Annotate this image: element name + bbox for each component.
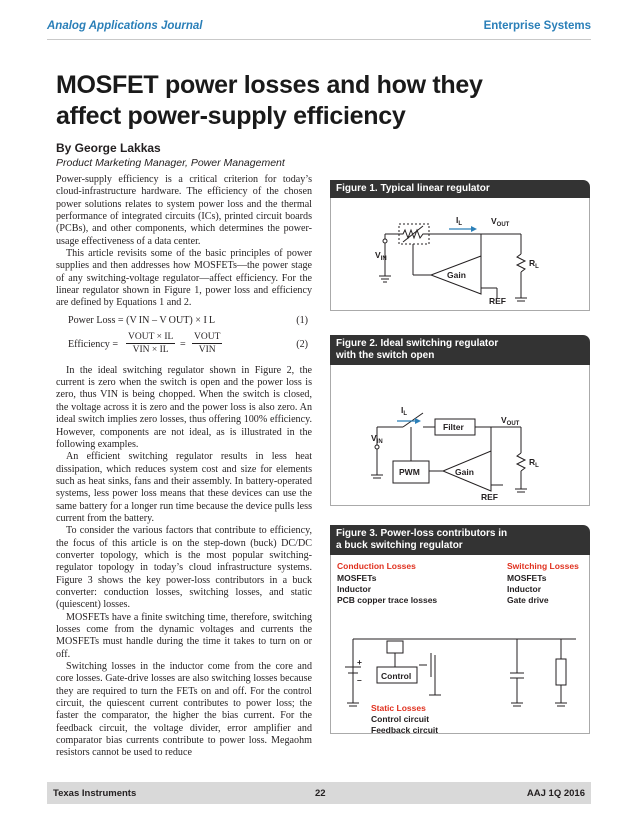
equation-1-number: (1) <box>296 314 308 326</box>
fig2-pwm-label: PWM <box>399 467 420 477</box>
fig1-vin-label: $V_{IN}$ <box>375 250 387 262</box>
author-name: By George Lakkas <box>56 141 161 155</box>
fig2-rl-label: $R_L$ <box>529 457 539 469</box>
fraction-2-numerator: VOUT <box>194 331 221 342</box>
section-name: Enterprise Systems <box>483 20 591 32</box>
fig1-vout-label: $V_{OUT}$ <box>491 216 510 228</box>
equation-2-fraction-1 <box>126 331 175 356</box>
fig1-rl-label: $R_L$ <box>529 258 539 270</box>
figure-2-caption-line-1: Figure 2. Ideal switching regulator <box>336 338 499 349</box>
control-label: Control <box>381 671 412 681</box>
figure-2 <box>330 335 590 506</box>
conduction-losses-title: Conduction Losses <box>337 561 416 571</box>
figure-1 <box>330 180 590 311</box>
figure-2-caption-line-2: with the switch open <box>336 350 435 361</box>
fig1-ref-label: REF <box>489 296 506 306</box>
static-losses-title: Static Losses <box>371 703 426 713</box>
paragraph-6: MOSFETs have a finite switching time, therefore, switching losses come from the dynamic voltages and currents the MOSFETs must handle during the time it takes to turn on or off. <box>56 611 312 660</box>
fig2-ref-label: REF <box>481 492 498 502</box>
paragraph-5: To consider the various factors that contribute to efficiency, the focus of this article is on the step-down (buck) DC/DC converter topology, which is the most popular switching-regulator topology in today’s cloud infrastructure systems. Figure 3 shows the key power-loss contributors in a buck converter: conduction losses, switching losses, and static (quiescent) losses. <box>56 525 312 611</box>
page-number: 22 <box>315 788 326 799</box>
footer-issue: AAJ 1Q 2016 <box>526 788 585 799</box>
paragraph-4: An efficient switching regulator results in less heat dissipation, which reduces system cost and size for elements such as heat sinks, fans and their assembly. In battery-operated systems, less power loss means that these devices can use the same battery for a longer run time because the device pulls less current from the battery. <box>56 451 312 524</box>
conduction-item-3: PCB copper trace losses <box>337 595 438 605</box>
equation-2-fraction-2 <box>192 331 222 356</box>
paragraph-2: This article revisits some of the basic principles of power supplies and then addresses how MOSFETs—the power stage of any switching-voltage regulator—affect efficiency. For the linear regulator shown in Figure 1, power loss and efficiency are defined by Equations 1 and 2. <box>56 248 312 309</box>
conduction-item-2: Inductor <box>337 584 371 594</box>
footer-company: Texas Instruments <box>53 788 137 799</box>
fraction-1-denominator: VIN × IL <box>132 344 169 355</box>
equation-1-text: Power Loss = (V IN – V OUT) × I L <box>68 314 216 326</box>
paragraph-3: In the ideal switching regulator shown in Figure 2, the current is zero when the switch is open and the power loss is zero, thus VIN is being chopped. When the switch is closed, the voltage across it is zero and the power loss is also zero. An ideal switch implies zero losses, thus offering 100% efficiency. However, components are not ideal, as is illustrated in the following examples. <box>56 364 312 450</box>
equation-2-number: (2) <box>296 338 308 350</box>
article-title: MOSFET power losses and how they affect power-supply efficiency <box>56 71 483 130</box>
equation-1 <box>56 313 312 329</box>
figure-2-caption <box>330 335 590 365</box>
author-role: Product Marketing Manager, Power Management <box>56 157 285 169</box>
fig2-filter-label: Filter <box>443 422 464 432</box>
fig2-il-label: $I_L$ <box>401 405 408 417</box>
switching-item-2: Inductor <box>507 584 541 594</box>
static-item-2: Feedback circuit <box>371 725 439 733</box>
fig1-il-label: $I_L$ <box>456 215 463 227</box>
switching-losses-title: Switching Losses <box>507 561 579 571</box>
battery-minus: – <box>357 675 362 685</box>
conduction-item-1: MOSFETs <box>337 573 377 583</box>
switching-item-3: Gate drive <box>507 595 549 605</box>
fig2-gain-label: Gain <box>455 467 474 477</box>
paragraph-7: Switching losses in the inductor come from the core and core losses. Gate-drive losses are also switching losses because they are required to turn the FETs on and off. For the control circuit, the quiescent current contributes to power loss; the faster the comparator, the higher the bias current. For the feedback circuit, the voltage divider, error amplifier and comparator bias currents contribute to power loss. Megaohm resistors cannot be used to reduce <box>56 661 312 759</box>
fig2-vout-label: $V_{OUT}$ <box>501 415 520 427</box>
switching-item-1: MOSFETs <box>507 573 547 583</box>
fraction-2-denominator: VIN <box>198 344 216 355</box>
fig2-vin-label: $V_{IN}$ <box>371 433 383 445</box>
figure-3-diagram <box>330 555 590 734</box>
journal-name: Analog Applications Journal <box>47 20 203 32</box>
fraction-1-numerator: VOUT × IL <box>128 331 174 342</box>
paragraph-1: Power-supply efficiency is a critical criterion for today’s cloud-infrastructure hardware. The efficiency of the chosen power solutions relates to system power loss and the thermal performance of integrated circuits (ICs), printed circuit boards (PCBs), and other components, which determines the power-usage effectiveness of a data center. <box>56 174 312 247</box>
battery-plus: + <box>357 657 362 667</box>
equation-2-equals: = <box>180 338 186 350</box>
body-column <box>56 174 312 760</box>
fig1-gain-label: Gain <box>447 270 466 280</box>
running-footer <box>47 782 591 804</box>
figure-1-diagram <box>330 198 590 311</box>
figure-3-caption-line-1: Figure 3. Power-loss contributors in <box>336 528 508 539</box>
figure-3-caption-line-2: a buck switching regulator <box>336 540 463 551</box>
figure-3 <box>330 525 590 734</box>
equation-2-label: Efficiency = <box>68 338 119 350</box>
figure-1-caption: Figure 1. Typical linear regulator <box>330 180 590 198</box>
running-header <box>47 18 591 40</box>
figure-2-diagram <box>330 365 590 506</box>
figure-3-caption <box>330 525 590 555</box>
equation-2 <box>56 331 312 359</box>
static-item-1: Control circuit <box>371 714 430 724</box>
